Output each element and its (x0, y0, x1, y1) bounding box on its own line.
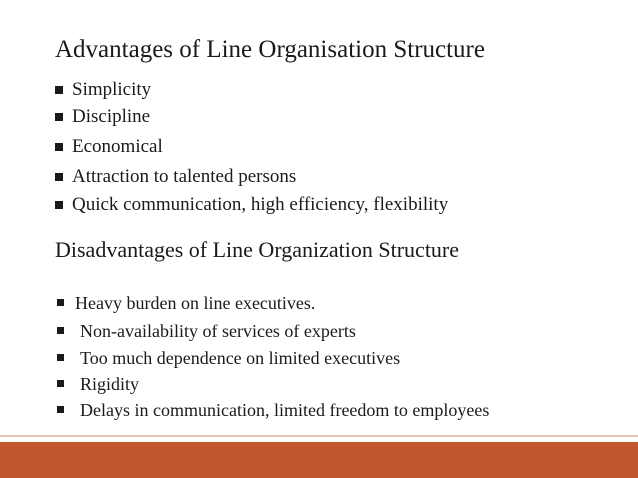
square-bullet-icon (55, 113, 63, 121)
list-item-text: Quick communication, high efficiency, flexibility (72, 194, 449, 215)
list-item-text: Attraction to talented persons (72, 166, 297, 187)
square-bullet-icon (57, 354, 64, 361)
list-item-text: Non-availability of services of experts (80, 321, 356, 341)
list-item-text: Economical (72, 136, 163, 157)
square-bullet-icon (57, 299, 64, 306)
square-bullet-icon (57, 380, 64, 387)
page-title: Advantages of Line Organisation Structure (55, 36, 485, 63)
square-bullet-icon (57, 406, 64, 413)
footer-divider (0, 435, 638, 437)
square-bullet-icon (55, 173, 63, 181)
square-bullet-icon (55, 201, 63, 209)
square-bullet-icon (55, 143, 63, 151)
square-bullet-icon (55, 86, 63, 94)
list-item-text: Discipline (72, 106, 151, 127)
footer-bar (0, 442, 638, 478)
list-item-text: Heavy burden on line executives. (75, 293, 316, 313)
list-item-text: Simplicity (72, 79, 152, 100)
list-item-text: Delays in communication, limited freedom to employees (80, 400, 490, 420)
square-bullet-icon (57, 327, 64, 334)
list-item-text: Too much dependence on limited executives (80, 348, 401, 368)
section-heading: Disadvantages of Line Organization Structure (55, 237, 460, 262)
list-item-text: Rigidity (80, 374, 140, 394)
